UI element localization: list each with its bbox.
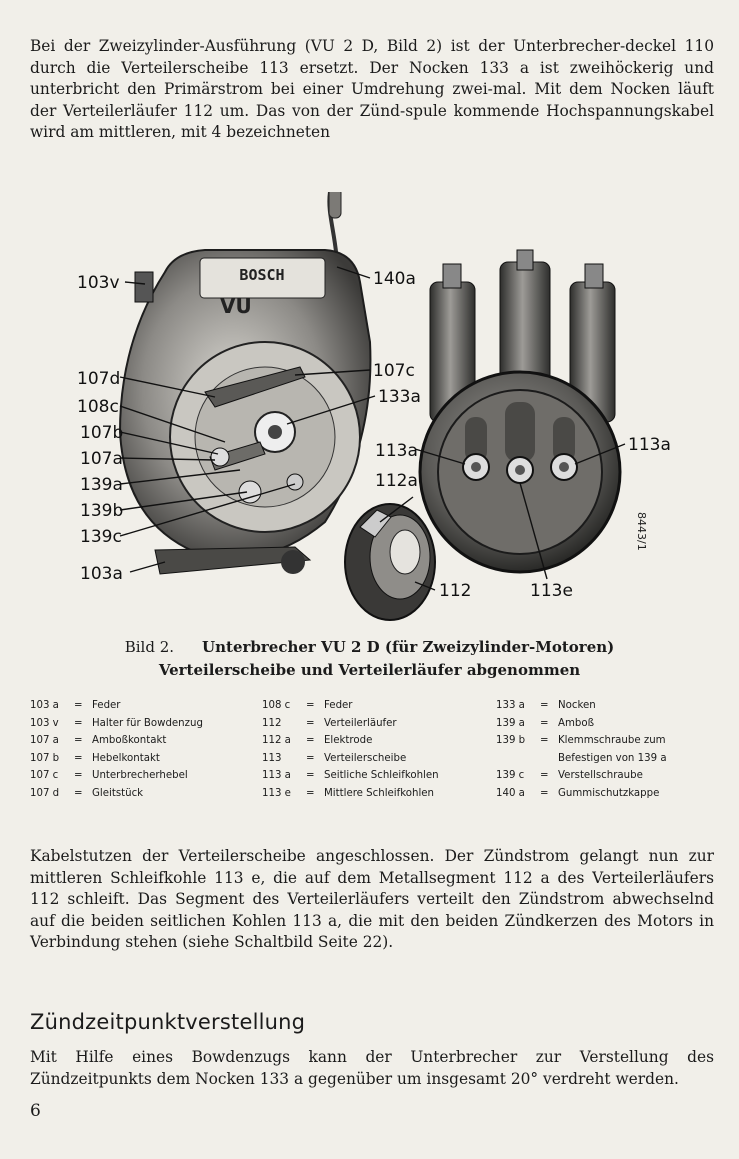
legend-row: 103 v = Halter für Bowdenzug bbox=[30, 717, 203, 729]
label-107d: 107d bbox=[77, 369, 121, 389]
section-paragraph: Mit Hilfe eines Bowdenzugs kann der Unterbrecher zur Verstellung des Zündzeitpunkts dem Nocken 133 a gegenüber um insgesamt 20° verdreht werden. bbox=[30, 1048, 714, 1088]
intro-paragraph: Bei der Zweizylinder-Ausführung (VU 2 D, Bild 2) ist der Unterbrecher-deckel 110 durch die Verteilerscheibe 113 ersetzt. Der Nocken 133 a ist zweihöckerig und unterbricht den Primärstrom bei einer Umdrehung zwei-mal. Mit dem Nocken läuft der Verteilerläufer 112 um. Das von der Zünd-spule kommende Hochspannungskabel wird am mittleren, mit 4 bezeichneten bbox=[30, 37, 714, 141]
label-107b: 107b bbox=[80, 423, 124, 443]
model-label: VU bbox=[220, 294, 252, 318]
legend-row: 112 = Verteilerläufer bbox=[262, 717, 397, 729]
legend-row: 139 b = Klemmschraube zum bbox=[496, 735, 666, 747]
legend-row: 107 b = Hebelkontakt bbox=[30, 752, 160, 764]
label-139b: 139b bbox=[80, 501, 124, 521]
label-113a-right: 113a bbox=[628, 435, 671, 455]
legend-column-3 bbox=[496, 697, 667, 803]
label-112a: 112a bbox=[375, 471, 418, 491]
rotor bbox=[345, 504, 435, 620]
label-140a: 140a bbox=[373, 269, 416, 289]
legend-row: 103 a = Feder bbox=[30, 700, 121, 711]
legend-row: 133 a = Nocken bbox=[496, 700, 596, 711]
legend-row: 107 c = Unterbrecherhebel bbox=[30, 770, 188, 782]
label-103v: 103v bbox=[77, 273, 120, 293]
label-107a: 107a bbox=[80, 449, 123, 469]
legend-column-2 bbox=[262, 697, 439, 803]
label-113e: 113e bbox=[530, 581, 573, 601]
legend-column-1 bbox=[30, 697, 203, 803]
caption-line-2: Verteilerscheibe und Verteilerläufer abgenommen bbox=[158, 661, 581, 679]
label-112: 112 bbox=[439, 581, 472, 601]
legend-row: 107 d = Gleitstück bbox=[30, 787, 144, 799]
part-number: 8443/1 bbox=[635, 512, 648, 551]
legend-row: 108 c = Feder bbox=[262, 700, 353, 711]
label-107c: 107c bbox=[373, 361, 415, 381]
label-113a-left: 113a bbox=[375, 441, 418, 461]
body-paragraph: Kabelstutzen der Verteilerscheibe angeschlossen. Der Zündstrom gelangt nun zur mittleren Schleifkohle 113 e, die auf dem Metallsegment 112 a des Verteilerläufers 112 schleift. Das Segment des Verteilerläufers verteilt den Zündstrom abwechselnd auf die beiden seitlichen Kohlen 113 a, die mit den beiden Zündkerzen des Motors in Verbindung stehen (siehe Schaltbild Seite 22). bbox=[30, 847, 714, 951]
breaker-unit bbox=[120, 192, 370, 574]
distributor-cap bbox=[420, 250, 648, 572]
legend-row: 113 a = Seitliche Schleifkohlen bbox=[262, 770, 439, 782]
label-139c: 139c bbox=[80, 527, 122, 547]
caption-label: Bild 2. bbox=[124, 638, 175, 656]
legend-row: 113 e = Mittlere Schleifkohlen bbox=[262, 787, 434, 799]
bosch-brand: BOSCH bbox=[239, 266, 285, 284]
legend-row: 139 a = Amboß bbox=[496, 717, 595, 729]
label-103a: 103a bbox=[80, 564, 123, 584]
legend-row: 112 a = Elektrode bbox=[262, 735, 373, 747]
label-139a: 139a bbox=[80, 475, 123, 495]
legend-row: 107 a = Amboßkontakt bbox=[30, 735, 167, 747]
page-number: 6 bbox=[30, 1101, 41, 1121]
legend-row: 113 = Verteilerscheibe bbox=[262, 752, 407, 764]
legend-row: Befestigen von 139 a bbox=[558, 752, 667, 764]
caption-line-1: Unterbrecher VU 2 D (für Zweizylinder-Motoren) bbox=[202, 638, 615, 656]
figure-caption bbox=[0, 636, 739, 682]
section-heading: Zündzeitpunktverstellung bbox=[30, 1010, 306, 1034]
legend-row: 139 c = Verstellschraube bbox=[496, 770, 643, 782]
label-133a: 133a bbox=[378, 387, 421, 407]
distributor-illustration bbox=[25, 192, 715, 622]
legend-row: 140 a = Gummischutzkappe bbox=[496, 787, 660, 799]
label-108c: 108c bbox=[77, 397, 119, 417]
